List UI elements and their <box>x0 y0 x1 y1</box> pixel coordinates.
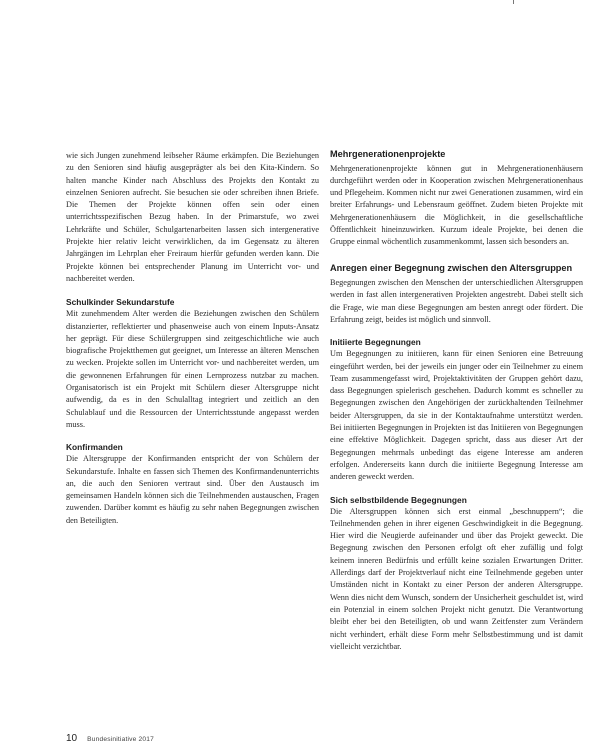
paragraph-sekundarstufe: Mit zunehmendem Alter werden die Beziehungen zwischen den Schülern distanzierter, reflektierter und phasenweise auch von einem Inputs-Ansatz her geprägt. Für diese Schülergruppen sind zeitgeschichtliche wie auch biografische Projektthemen gut geeignet, um Interesse an älteren Menschen zu wecken. Projekte sollen im Unterricht vor- und nachbereitet werden, um die gewonnenen Erfahrungen für einen Lernprozess nutzbar zu machen. Organisatorisch ist ein Projekt mit Schülern dieser Altersgruppe nicht aufwendig, da es in den Schulalltag integriert und zeitlich an den Schulablauf und die Ressourcen der Unterrichtsstunde angepasst werden muss. <box>66 309 319 429</box>
heading-sekundarstufe: Schulkinder Sekundarstufe <box>66 297 175 308</box>
heading-konfirmanden: Konfirmanden <box>66 442 123 453</box>
paragraph-selbstbildende-begegnungen: Die Altersgruppen können sich erst einmal „beschnuppern“; die Teilnehmenden gehen in ihrer eigenen Geschwindigkeit in die Begegnung. Hier wird die Neugierde aufeinander und über das Projekt geweckt. Die Begegnung zwischen den Personen erfolgt oft eher zufällig und folgt keinem inneren Bedürfnis und erfüllt keine sozialen Erwartungen Dritter. Allerdings darf der Projektverlauf nicht eine Teilnehmende gegeben unter Umständen nicht in Kontakt zu einer Person der anderen Altersgruppe. Wenn dies nicht dem Wunsch, sondern der Unsicherheit geschuldet ist, wird ein Potenzial in einem solchen Projekt nicht genutzt. Die Verantwortung bleibt eher bei den Beteiligten, ob und wann Zeitfenster zum Verändern nicht verhindert, erhält diese Form mehr Selbstbestimmung und ist damit vielleicht verzichtbar. <box>330 506 583 651</box>
paragraph-initiierte-begegnungen: Um Begegnungen zu initiieren, kann für einen Senioren eine Betreuung eingeführt werden, bei der jeweils ein junger oder ein Teilnehmer zu einem Team zusammengefasst wird, Projektaktivitäten der Gruppen gehört dazu, dass Begegnungen spielerisch geschehen. Dadurch kommt es schneller zu Begegnungen zwischen den Angehörigen der zurückhaltenden Teilnehmer beider Altersgruppen, da sie in der Kontaktaufnahme unterstützt werden. Bei initiierten Begegnungen in Projekten ist das Initiieren von Begegnungen eine effektive Möglichkeit. Dagegen spricht, dass aus dieser Art der Begegnungen mehrmals unbedingt das eigene Interesse am anderen erfolgen. Andererseits kann durch die initiierte Begegnung Interesse am anderen geweckt werden. <box>330 349 583 482</box>
publication-name: Bundesinitiative 2017 <box>87 736 155 743</box>
crop-mark <box>513 0 514 4</box>
paragraph-mehrgenerationenprojekte: Mehrgenerationenprojekte können gut in Mehrgenerationenhäusern durchgeführt werden oder in Kooperation zwischen Mehrgenerationenhaus und Pflegeheim. Kommen nicht nur zwei Generationen zusammen, wird ein breiter Erfahrungs- und Lebensraum geöffnet. Zudem bieten Projekte mit Mehrgenerationenhäusern die Möglichkeit, in die gesellschaftliche Öffentlichkeit hineinzuwirken. Kurzum ideale Projekte, bei denen die Gruppe einmal wöchentlich zusammenkommt, lassen sich besonders an. <box>330 163 583 247</box>
paragraph-konfirmanden: Die Altersgruppe der Konfirmanden entspricht der von Schülern der Sekundarstufe. Inhalte en fassen sich Themen des Konfirmandenunterrichts an, die auch den Senioren vertraut sind. Über den Austausch im gemeinsamen Handeln können sich die Teilnehmenden austauschen, Fragen zuwenden. Darüber kommt es häufig zu sehr nahen Begegnungen zwischen den Beteiligten. <box>66 454 319 525</box>
heading-selbstbildende-begegnungen: Sich selbstbildende Begegnungen <box>330 494 467 505</box>
page-footer <box>66 733 154 744</box>
heading-mehrgenerationenprojekte: Mehrgenerationenprojekte <box>330 149 446 159</box>
page-number: 10 <box>66 733 78 744</box>
intro-paragraph: wie sich Jungen zunehmend leibseher Räume erkämpfen. Die Beziehungen zu den Senioren sind häufig ausgeprägter als bei den Kita-Kindern. So halten manche Kinder nach Abschluss des Projekts den Kontakt zu einzelnen Senioren aufrecht. Sie besuchen sie oder schreiben ihnen Briefe. Die Themen der Projekte können offen sein oder einen unterrichtsspezifischen Bezug haben. In der Primarstufe, wo zwei Lehrkräfte und Schüler, Schulgartenarbeiten lassen sich intergenerative Projekte hier relativ leicht verwirklichen, da im Gegensatz zu älteren Jahrgängen im Lehrplan eher Freiraum hierfür gefunden werden kann. Die Projekte können bei entsprechender Planung im Unterricht vor- und nachbereitet werden. <box>66 151 319 283</box>
heading-initiierte-begegnungen: Initiierte Begegnungen <box>330 337 421 348</box>
heading-anregen-begegnung: Anregen einer Begegnung zwischen den Altersgruppen <box>330 262 573 273</box>
left-column <box>66 150 319 527</box>
paragraph-anregen-begegnung: Begegnungen zwischen den Menschen der unterschiedlichen Altersgruppen werden in fast allen intergenerativen Projekten angestrebt. Dabei stellt sich die Frage, wie man diese Begegnungen am besten anregt oder fördert. Die Erfahrung zeigt, beides ist möglich und sinnvoll. <box>330 278 583 324</box>
right-column <box>330 148 583 653</box>
